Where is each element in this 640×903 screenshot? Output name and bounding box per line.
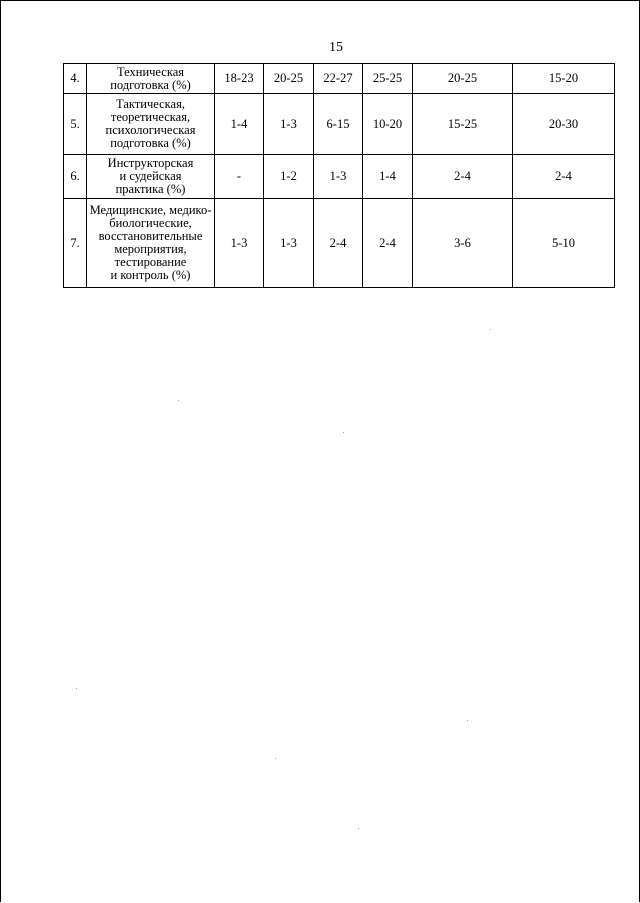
scan-speck xyxy=(490,329,491,330)
scan-speck xyxy=(358,828,359,829)
table-row xyxy=(64,94,615,155)
table-cell: 6-15 xyxy=(314,94,363,155)
row-name xyxy=(87,64,215,94)
row-number: 4. xyxy=(64,64,87,94)
table-cell: 3-6 xyxy=(413,199,513,288)
scan-speck xyxy=(343,432,344,433)
table-cell: 2-4 xyxy=(413,155,513,199)
table-cell: 5-10 xyxy=(513,199,615,288)
row-number: 6. xyxy=(64,155,87,199)
scan-speck xyxy=(178,400,179,401)
row-name-line: Инструкторская xyxy=(107,156,194,170)
scan-speck xyxy=(467,720,468,721)
row-name-line: восстановительные xyxy=(98,229,203,243)
row-name-line: Тактическая, xyxy=(116,97,185,111)
row-name-line: тестирование xyxy=(114,255,187,269)
table-cell: 15-25 xyxy=(413,94,513,155)
table-cell: 2-4 xyxy=(513,155,615,199)
table-cell: 20-25 xyxy=(413,64,513,94)
row-name-line: теоретическая, xyxy=(110,110,191,124)
scan-speck xyxy=(76,688,77,689)
row-name xyxy=(87,155,215,199)
row-name-line: мероприятия, xyxy=(114,242,187,256)
row-name-line: психологическая xyxy=(105,123,196,137)
table-cell: 2-4 xyxy=(363,199,413,288)
table-cell: 18-23 xyxy=(215,64,264,94)
row-number: 5. xyxy=(64,94,87,155)
table-cell: 10-20 xyxy=(363,94,413,155)
table-cell: 2-4 xyxy=(314,199,363,288)
row-name-line: и судейская xyxy=(119,169,182,183)
row-name-line: биологические, xyxy=(109,216,192,230)
row-name-line: Медицинские, медико- xyxy=(89,203,212,217)
table-cell: 1-4 xyxy=(363,155,413,199)
table-cell: 1-3 xyxy=(264,94,314,155)
table-cell: 15-20 xyxy=(513,64,615,94)
row-name-line: практика (%) xyxy=(115,182,186,196)
table-row xyxy=(64,64,615,94)
row-name-line: подготовка (%) xyxy=(110,136,191,150)
table-cell: 1-3 xyxy=(215,199,264,288)
table-cell: - xyxy=(215,155,264,199)
table-cell: 1-4 xyxy=(215,94,264,155)
table-cell: 1-3 xyxy=(264,199,314,288)
row-name-line: подготовка (%) xyxy=(110,77,191,92)
row-number: 7. xyxy=(64,199,87,288)
table-cell: 1-2 xyxy=(264,155,314,199)
table-cell: 20-25 xyxy=(264,64,314,94)
table-cell: 22-27 xyxy=(314,64,363,94)
page-number: 15 xyxy=(329,40,343,55)
table-cell: 20-30 xyxy=(513,94,615,155)
row-name-line: и контроль (%) xyxy=(110,268,191,282)
table-cell: 25-25 xyxy=(363,64,413,94)
table-row xyxy=(64,155,615,199)
table-cell: 1-3 xyxy=(314,155,363,199)
scan-speck xyxy=(275,758,276,759)
row-name-line: Техническая xyxy=(116,64,185,79)
training-plan-table xyxy=(63,63,615,288)
row-name xyxy=(87,94,215,155)
row-name xyxy=(87,199,215,288)
table-row xyxy=(64,199,615,288)
